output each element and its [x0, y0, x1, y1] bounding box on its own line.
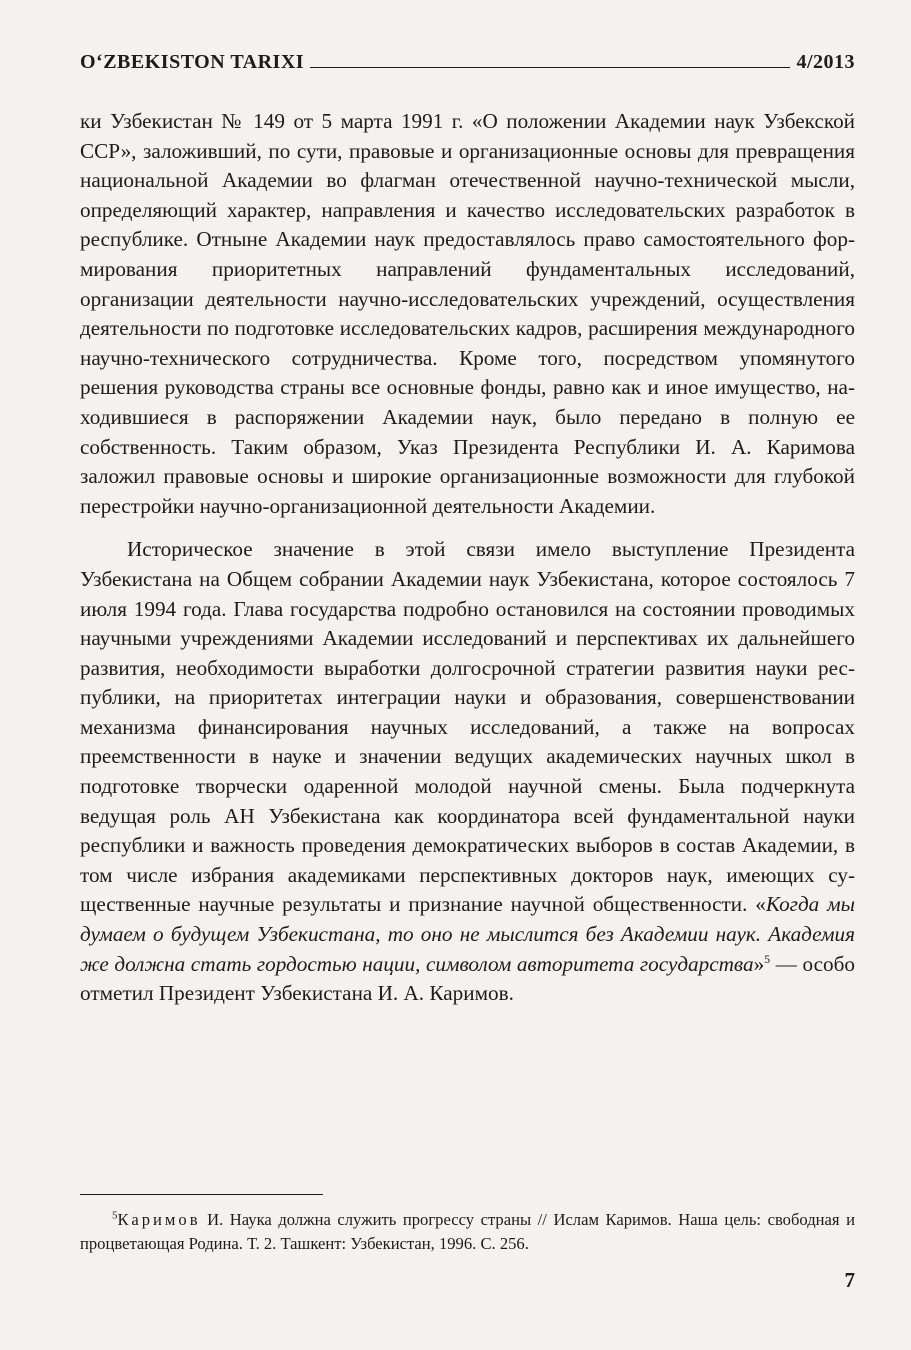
paragraph-2-text: Историческое значение в этой связи имело выступление Президента Узбекистана на Общем собрании Академии наук Узбекистана, которое состоялось 7 июля 1994 года. Глава государства подробно остановился на состоянии проводимых научными учреждениями Академии исследований и перспективах их дальнейшего развития, необходимости выработки долгосрочной стратегии развития науки республики, на приоритетах интеграции науки и образования, совершенствовании механизма финансирования научных исследований, а также на вопросах преемственности в науке и значении ведущих академических научных школ в подготовке творчески одаренной молодой научной смены. Была подчеркнута ведущая роль АН Узбекистана как координатора всей фундаментальной науки республики и важность проведения демократических выборов в состав Академии, в том числе избрания академиками перспективных докторов наук, имеющих существенные научные результаты и признание научной общественности. «	[80, 537, 855, 917]
president-quote: Когда мы думаем о будущем Узбекистана, то оно не мыслится без Академии наук. Академия же должна стать гордостью нации, символом авторитета государства	[80, 892, 855, 976]
footnote	[80, 1208, 855, 1256]
footnote-author: Каримов	[117, 1210, 201, 1229]
paragraph-2-ending: — особо отметил Президент Узбекистана И. А. Каримов.	[80, 951, 855, 1006]
article-body	[80, 107, 855, 1009]
footnote-number: 5	[112, 1209, 118, 1222]
journal-title: O‘ZBEKISTON TARIXI	[80, 51, 305, 73]
footnote-separator	[80, 1194, 323, 1195]
footnote-ref[interactable]: 5	[764, 951, 771, 966]
paragraph-1: ки Узбекистан № 149 от 5 марта 1991 г. «О положении Академии наук Узбекской ССР», заложивший, по сути, правовые и организационные основы для превращения национальной Академии во флагман отечественной научно-технической мысли, определяющий характер, направления и качество исследовательских разработок в республике. Отныне Академии наук предоставлялось право самостоятельного формирования приоритетных направлений фундаментальных исследований, организации деятельности научно-исследовательских учреждений, осуществления деятельности по подготовке исследовательских кадров, расширения международного научно-технического сотрудничества. Кроме того, посредством упомянутого решения руководства страны все основные фонды, равно как и иное имущество, находившиеся в распоряжении Академии наук, было передано в полную ее собственность. Таким образом, Указ Президента Республики И. А. Каримова заложил правовые основы и широкие организационные возможности для глубокой перестройки научно-организационной деятельности Академии.	[80, 109, 855, 518]
issue-number: 4/2013	[796, 51, 855, 73]
quote-close: »	[753, 951, 765, 976]
running-header	[80, 44, 855, 74]
paragraph-2	[80, 535, 855, 1009]
page-number: 7	[844, 1268, 855, 1292]
footnote-text: И. Наука должна служить прогрессу страны // Ислам Каримов. Наша цель: свободная и процветающая Родина. Т. 2. Ташкент: Узбекистан, 1996. С. 256.	[80, 1210, 855, 1253]
header-rule	[310, 67, 790, 68]
